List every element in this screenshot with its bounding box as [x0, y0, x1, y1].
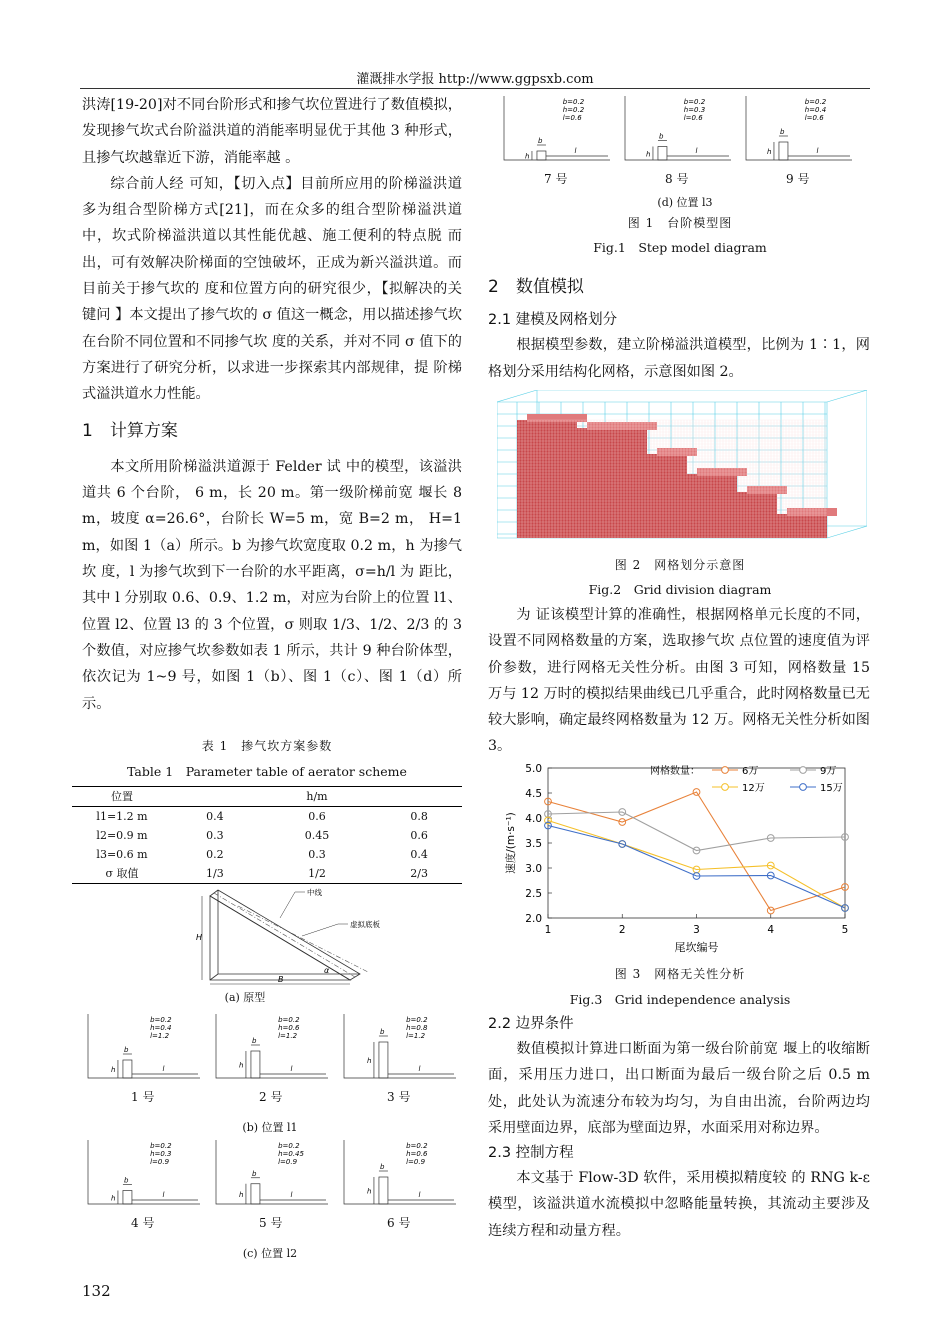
y-axis-label: 速度/(m·s⁻¹)	[505, 812, 517, 874]
param-b-label: b=0.2	[562, 98, 585, 106]
journal-header: 灌溉排水学报 http://www.ggpsxb.com	[356, 72, 594, 87]
l-axis-label: l	[290, 1065, 293, 1073]
paragraph-1: 洪涛[19-20]对不同台阶形式和掺气坎位置进行了数值模拟，发现掺气坎式台阶溢洪道的消能率明显优于其他 3 种形式，且掺气坎越靠近下游，消能率越 。	[82, 97, 462, 166]
param-b-label: b=0.2	[683, 98, 706, 106]
aerator-sill	[379, 1177, 388, 1204]
l-axis-label: l	[418, 1065, 421, 1073]
paragraph-6: 数值模拟计算进口断面为第一级台阶前宽 堰上的收缩断面，采用压力进口，出口断面为最后一级台阶之后 0.5 m 处，此处认为流速分布较为均匀，为自由出流，台阶两边均采用壁面边界，底部为壁面边界，水面采用对称边界。	[488, 1041, 870, 1136]
param-l-label: l=1.2	[278, 1032, 298, 1040]
legend-label: 15万	[820, 783, 843, 794]
step-outline	[746, 96, 852, 160]
virtual-floor-line	[238, 906, 368, 972]
step-panel	[340, 1012, 458, 1082]
mask	[687, 402, 737, 476]
step-number: 4 号	[131, 1216, 155, 1230]
step-block	[687, 474, 737, 538]
step-number: 8 号	[665, 172, 689, 186]
step-outline	[216, 1140, 328, 1204]
param-b-label: b=0.2	[278, 1016, 300, 1024]
legend-label: 12万	[742, 783, 765, 794]
paragraph-4: 根据模型参数，建立阶梯溢洪道模型，比例为 1∶1，网格划分采用结构化网格，示意图如图 2。	[488, 337, 870, 380]
b-axis-label: b	[123, 1046, 129, 1054]
table-cell: 0.6	[308, 810, 326, 823]
table-header-h: h/m	[306, 790, 328, 803]
midline-label: 中线	[307, 888, 322, 897]
step-number: 7 号	[544, 172, 568, 186]
h-axis-label: h	[766, 148, 772, 156]
b-axis-label: b	[537, 137, 543, 145]
paragraph-7: 本文基于 Flow-3D 软件，采用模拟精度较 的 RNG k-ε 模型，该溢洪道水流模拟中忽略能量转换，其流动主要涉及连续方程和动量方程。	[488, 1170, 870, 1239]
table-cell: l2=0.9 m	[96, 829, 148, 842]
figure-1a-prototype	[190, 884, 390, 986]
figure-1-caption-cn: 图 1 台阶模型图	[627, 216, 733, 230]
mask	[517, 402, 577, 422]
plot-frame	[548, 768, 845, 918]
table-cell: 0.4	[206, 810, 224, 823]
b-axis-label: b	[379, 1163, 385, 1171]
legend-label: 6万	[742, 766, 759, 777]
paragraph-2: 综合前人经 可知，【切入点】目前所应用的阶梯溢洪道多为组合型阶梯方式[21]，而在众多的组合型阶梯溢洪道中，坎式阶梯溢洪道以其性能优越、施工便利的特点脱 而出，可有效解决阶梯面的空蚀破坏，正成为新兴溢洪道。而目前关于掺气坎的 度和位置方向的研究很少，【拟解决的关键问 】本文提出了掺气坎的 σ 值这一概念，用以描述掺气坎在台阶不同位置和不同掺气坎 度的关系，并对不同 σ 值下的方案进行了研究分析，以求进一步探索其内部规律，提 阶梯式溢洪道水力性能。	[82, 175, 462, 403]
legend-marker	[800, 784, 807, 791]
step-outline	[504, 96, 610, 160]
section-2-heading: 2 数值模拟	[488, 277, 584, 297]
aerator-sill	[779, 142, 788, 160]
series-line-6万	[548, 792, 845, 911]
y-tick-label: 4.5	[525, 788, 542, 800]
aerator-sill	[537, 151, 546, 160]
virtual-leader	[302, 924, 338, 936]
b-axis-label: b	[658, 132, 664, 141]
param-l-label: l=1.2	[150, 1032, 170, 1040]
aerator-sill	[251, 1051, 260, 1078]
figure-1d-caption: (d) 位置 l3	[657, 196, 713, 209]
l-axis-label: l	[816, 147, 819, 155]
table-cell: l1=1.2 m	[96, 810, 148, 823]
param-l-label: l=0.6	[683, 114, 703, 122]
step-block	[517, 420, 577, 538]
figure-2-caption-en: Fig.2 Grid division diagram	[588, 582, 772, 597]
table-cell: 1/2	[308, 867, 326, 880]
step-panel	[212, 1138, 330, 1208]
aerator-sill	[251, 1184, 260, 1204]
right-column-top	[488, 274, 870, 385]
table-cell: 0.3	[206, 829, 224, 842]
table-row	[72, 826, 462, 845]
figure-2-caption-cn: 图 2 网格划分示意图	[614, 558, 746, 572]
step-panel	[500, 94, 612, 164]
x-tick-label: 4	[767, 924, 775, 936]
paragraph-3: 本文所用阶梯溢洪道源于 Felder 试 中的模型，该溢洪道共 6 个台阶， 6 m，长 20 m。第一级阶梯前宽 堰长 8 m，坡度 α=26.6°，台阶长 W=5 m，宽 B=2 m， H=1 m，如图 1（a）所示。b 为掺气坎宽度取 0.2 m，h 为掺气坎 度，l 为掺气坎到下一台阶的水平距离，σ=h/l 为 距比，其中 l 分别取 0.6、0.9、1.2 m，对应为台阶上的位置 l1、位置 l2、位置 l3 的 3 个位置，σ 则取 1/3、1/2、2/3 的 3 个数值，对应掺气坎参数如表 1 所示，共计 9 种台阶体型，依次记为 1~9 号，如图 1（b）、图 1（c）、图 1（d）所示。	[82, 458, 462, 712]
step-outline	[344, 1140, 456, 1204]
figure-3-chart	[490, 760, 870, 960]
param-h-label: h=0.4	[150, 1024, 172, 1032]
h-axis-label: h	[110, 1194, 116, 1203]
step-panel	[84, 1138, 202, 1208]
l-axis-label: l	[695, 147, 698, 155]
step-panel	[742, 94, 854, 164]
y-tick-label: 3.5	[525, 838, 542, 850]
aerator-sill	[379, 1042, 388, 1078]
param-l-label: l=1.2	[406, 1032, 426, 1040]
step-outline	[625, 96, 731, 160]
page-number: 132	[82, 1282, 111, 1300]
table-caption-en: Table 1 Parameter table of aerator scheme	[127, 764, 407, 779]
right-column-bottom	[488, 1012, 870, 1244]
l-axis-label: l	[162, 1191, 165, 1199]
b-axis-label: b	[379, 1028, 385, 1036]
table-cell: 1/3	[205, 867, 224, 880]
h-axis-label: h	[366, 1187, 372, 1196]
table-cell: σ 取值	[105, 867, 139, 880]
step-panel	[621, 94, 733, 164]
h-axis-label: h	[366, 1057, 372, 1065]
table-row	[72, 864, 462, 884]
param-l-label: l=0.6	[804, 114, 824, 122]
legend-marker	[800, 767, 807, 774]
figure-2-grid-mesh	[497, 390, 867, 552]
x-tick-label: 3	[693, 924, 700, 936]
l-axis-label: l	[574, 147, 577, 155]
y-tick-label: 4.0	[525, 813, 542, 825]
section-1-heading: 1 计算方案	[82, 420, 178, 441]
param-h-label: h=0.45	[278, 1150, 304, 1158]
y-tick-label: 3.0	[525, 863, 542, 875]
aerator-sill	[658, 147, 667, 161]
x-tick-label: 2	[618, 924, 626, 936]
legend-marker	[722, 767, 729, 774]
step-outline	[88, 1014, 200, 1078]
param-h-label: h=0.3	[150, 1150, 172, 1158]
param-l-label: l=0.9	[150, 1158, 170, 1166]
table-row	[72, 845, 462, 864]
table-caption-cn: 表 1 掺气坎方案参数	[201, 739, 333, 753]
legend-title: 网格数量：	[650, 766, 700, 777]
series-line-9万	[548, 812, 845, 851]
table-cell: 0.6	[410, 829, 428, 842]
legend-marker	[722, 784, 729, 791]
x-tick-label: 1	[544, 924, 552, 936]
section-2-3-heading: 2.3 控制方程	[488, 1145, 574, 1162]
midline	[214, 893, 355, 977]
figure-3-caption-en: Fig.3 Grid independence analysis	[569, 992, 791, 1007]
param-b-label: b=0.2	[150, 1016, 172, 1024]
param-h-label: h=0.2	[562, 106, 585, 114]
table-row	[72, 807, 462, 827]
param-h-label: h=0.6	[406, 1150, 428, 1158]
right-column-mid	[488, 602, 870, 760]
param-b-label: b=0.2	[406, 1142, 428, 1150]
h-axis-label: h	[238, 1190, 244, 1199]
param-b-label: b=0.2	[406, 1016, 428, 1024]
step-block	[777, 514, 827, 538]
param-l-label: l=0.9	[406, 1158, 426, 1166]
H-label: H	[196, 933, 203, 942]
b-axis-label: b	[251, 1169, 257, 1178]
x-tick-label: 5	[841, 924, 849, 936]
header-rule	[80, 88, 870, 89]
l-axis-label: l	[162, 1065, 165, 1073]
param-h-label: h=0.4	[804, 106, 827, 114]
figure-1-caption-en: Fig.1 Step model diagram	[593, 240, 767, 255]
step-outline	[88, 1140, 200, 1204]
left-column	[82, 92, 462, 717]
aerator-sill	[123, 1191, 132, 1205]
h-axis-label: h	[238, 1061, 244, 1070]
figure-1c-caption: (c) 位置 l2	[242, 1247, 298, 1260]
param-h-label: h=0.8	[406, 1024, 428, 1032]
step-outline	[344, 1014, 456, 1078]
step-panel	[84, 1012, 202, 1082]
l-axis-label: l	[418, 1191, 421, 1199]
table-cell: 0.4	[410, 848, 428, 861]
midline-leader	[280, 892, 295, 918]
table-cell: 2/3	[410, 867, 428, 880]
step-panel	[340, 1138, 458, 1208]
table-cell: 0.8	[410, 810, 428, 823]
h-axis-label: h	[110, 1066, 116, 1074]
param-l-label: l=0.9	[278, 1158, 298, 1166]
y-tick-label: 2.0	[525, 913, 542, 925]
paragraph-5: 为 证该模型计算的准确性，根据网格单元长度的不同，设置不同网格数量的方案，选取掺气坎 点位置的速度值为评价参数，进行网格无关性分析。由图 3 可知，网格数量 15 万与 12 万时的模拟结果曲线已几乎重合，此时网格数量已无较大影响，确定最终网格数量为 12 万。网格无关性分析如图 3。	[488, 607, 870, 755]
step-number: 3 号	[387, 1090, 411, 1104]
param-h-label: h=0.6	[278, 1024, 300, 1032]
param-b-label: b=0.2	[278, 1142, 300, 1150]
param-h-label: h=0.3	[683, 106, 706, 114]
param-l-label: l=0.6	[562, 114, 582, 122]
legend-label: 9万	[820, 766, 837, 777]
virtual-floor-label: 虚拟底板	[350, 920, 380, 929]
figure-3-caption-cn: 图 3 网格无关性分析	[614, 967, 746, 981]
table-cell: 0.2	[206, 848, 224, 861]
alpha-label: α	[324, 966, 330, 975]
table-1	[72, 736, 462, 884]
y-tick-label: 2.5	[525, 888, 542, 900]
step-body	[517, 402, 837, 538]
mask	[577, 402, 647, 430]
step-number: 5 号	[259, 1216, 283, 1230]
figure-1a-caption: (a) 原型	[224, 991, 266, 1004]
step-outline	[216, 1014, 328, 1078]
step-panel	[212, 1012, 330, 1082]
table-cell: l3=0.6 m	[96, 848, 148, 861]
x-axis-label: 尾坎编号	[674, 941, 719, 954]
table-header-position: 位置	[111, 790, 133, 803]
mask	[737, 402, 777, 494]
figure-1b-caption: (b) 位置 l1	[242, 1121, 298, 1134]
series-line-12万	[548, 821, 845, 909]
h-axis-label: h	[524, 152, 530, 161]
section-2-2-heading: 2.2 边界条件	[488, 1016, 574, 1032]
l-axis-label: l	[290, 1191, 293, 1199]
y-tick-label: 5.0	[525, 763, 542, 775]
aerator-sill	[123, 1060, 132, 1078]
step-number: 9 号	[786, 172, 810, 186]
table-cell: 0.45	[304, 829, 330, 842]
table-cell: 0.3	[308, 848, 326, 861]
aerator-table	[72, 786, 462, 884]
prototype-edge	[210, 974, 218, 980]
b-axis-label: b	[779, 128, 785, 136]
param-b-label: b=0.2	[150, 1142, 172, 1150]
mask	[647, 402, 687, 456]
B-label: B	[278, 975, 284, 984]
h-axis-label: h	[645, 150, 651, 159]
b-axis-label: b	[251, 1037, 257, 1045]
b-axis-label: b	[123, 1176, 129, 1185]
step-number: 6 号	[387, 1216, 411, 1230]
section-2-1-heading: 2.1 建模及网格划分	[488, 312, 618, 329]
mask	[777, 402, 827, 516]
step-number: 2 号	[259, 1090, 283, 1104]
step-number: 1 号	[131, 1090, 155, 1104]
param-b-label: b=0.2	[804, 98, 827, 106]
